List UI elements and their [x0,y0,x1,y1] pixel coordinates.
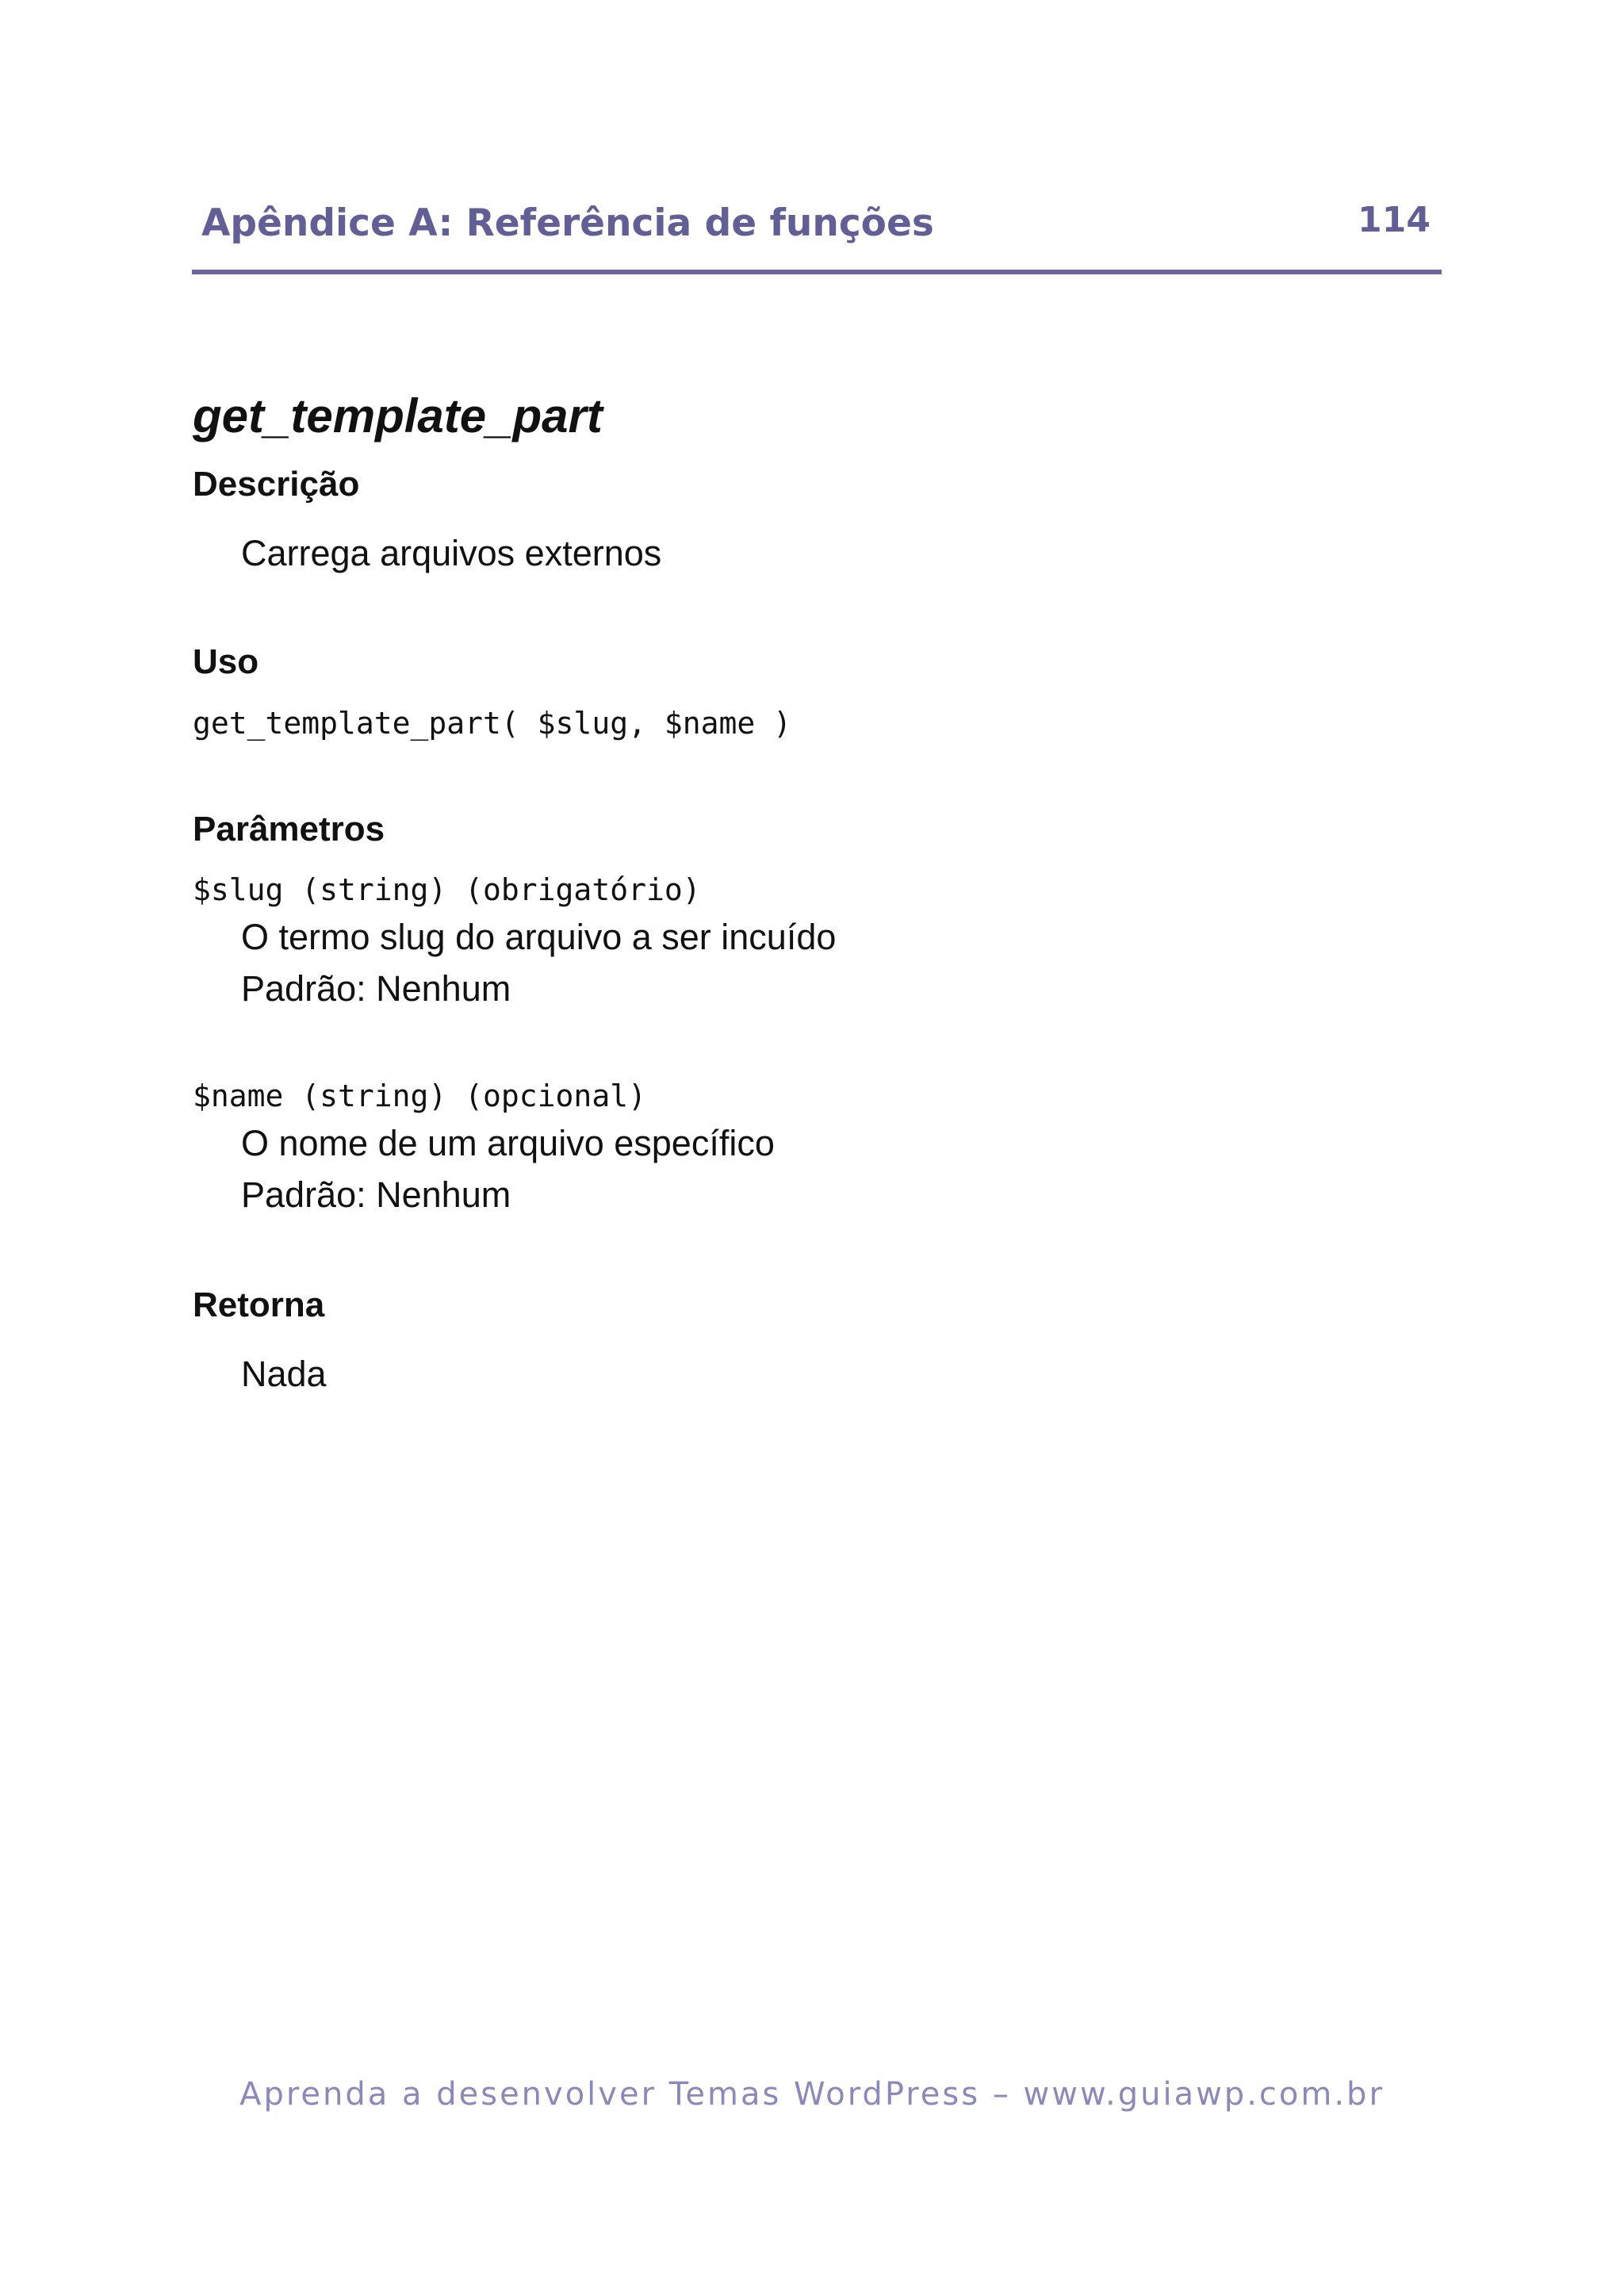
param-default: Padrão: Nenhum [241,968,511,1009]
parameters-heading: Parâmetros [193,810,385,849]
page-header [192,197,1442,276]
returns-text: Nada [241,1354,327,1394]
param-description: O nome de um arquivo específico [241,1123,775,1163]
header-divider [192,270,1442,274]
description-text: Carrega arquivos externos [241,533,662,573]
param-default: Padrão: Nenhum [241,1174,511,1215]
chapter-title: Apêndice A: Referência de funções [201,201,934,245]
page-number: 114 [1358,200,1431,240]
returns-heading: Retorna [193,1285,325,1324]
param-signature: $slug (string) (obrigatório) [193,872,701,907]
description-heading: Descrição [193,465,360,504]
usage-heading: Uso [193,642,259,681]
param-signature: $name (string) (opcional) [193,1078,646,1113]
usage-code: get_template_part( $slug, $name ) [193,706,791,741]
param-description: O termo slug do arquivo a ser incuído [241,917,837,957]
function-name: get_template_part [193,389,603,442]
page-footer: Aprenda a desenvolver Temas WordPress – www.guiawp.com.br [239,2076,1385,2113]
